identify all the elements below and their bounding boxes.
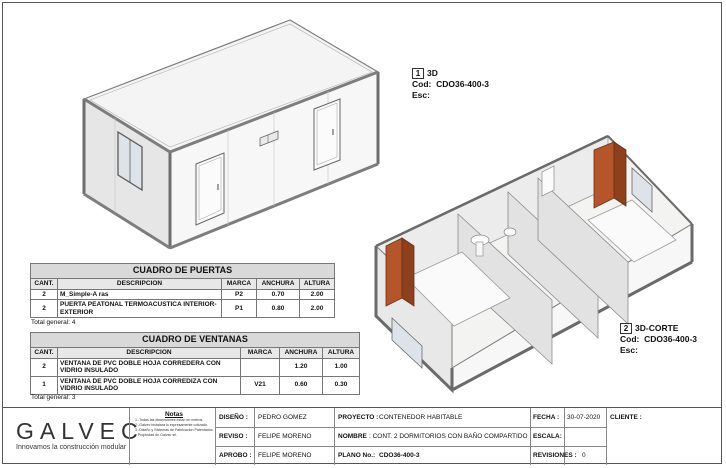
revisiones-value: 0 <box>582 452 586 459</box>
logo-text: GALVEC <box>16 418 144 444</box>
plano-value: CDO36-400-3 <box>379 452 420 459</box>
view-title: 3D <box>427 68 438 78</box>
table-row <box>31 300 335 318</box>
doors-schedule-title: CUADRO DE PUERTAS <box>31 264 335 279</box>
cliente-label: CLIENTE : <box>610 414 642 421</box>
cell-altura: 2.00 <box>300 300 335 318</box>
windows-schedule-title: CUADRO DE VENTANAS <box>31 333 360 348</box>
divider <box>530 408 531 465</box>
cell-cant: 2 <box>31 300 58 318</box>
logo-tagline: Innovamos la construcción modular <box>16 444 127 451</box>
cell-cant: 1 <box>31 376 58 394</box>
col-anchura: ANCHURA <box>257 279 300 290</box>
nombre-value: : CONT. 2 DORMITORIOS CON BAÑO COMPARTIDO <box>369 433 528 440</box>
view-title: 3D-CORTE <box>635 323 679 333</box>
cell-anchura: 1.20 <box>280 358 323 376</box>
view-number: 2 <box>620 323 632 334</box>
plano-label: PLANO No.: <box>338 452 376 459</box>
divider <box>215 408 216 465</box>
cod-label: Cod: <box>412 79 432 89</box>
title-block <box>2 407 722 465</box>
cell-descripcion: PUERTA PEATONAL TERMOACUSTICA INTERIOR-EXTERIOR <box>58 300 222 318</box>
cell-marca <box>241 358 280 376</box>
note-item: 2.-Galvec instalara lo expresamente cotizado. <box>135 423 208 427</box>
table-row <box>31 289 335 300</box>
aprobo-value: FELIPE MORENO <box>258 452 312 459</box>
cell-marca: P1 <box>222 300 257 318</box>
reviso-value: FELIPE MORENO <box>258 433 312 440</box>
cell-cant: 2 <box>31 289 58 300</box>
diseno-value: PEDRO GOMEZ <box>258 414 307 421</box>
divider <box>606 408 607 465</box>
escala-label: ESCALA: <box>533 433 562 440</box>
cell-descripcion: M_Simple-A ras <box>58 289 222 300</box>
view-label-3d-corte <box>620 323 697 356</box>
col-altura: ALTURA <box>323 348 360 359</box>
col-descripcion: DESCRIPCION <box>58 279 222 290</box>
doors-total: Total general: 4 <box>31 319 76 326</box>
container-3d-view <box>78 14 398 254</box>
fecha-label: FECHA : <box>533 414 560 421</box>
windows-total: Total general: 3 <box>31 394 76 401</box>
cell-anchura: 0.60 <box>280 376 323 394</box>
cod-value: CDO36-400-3 <box>644 334 698 344</box>
col-anchura: ANCHURA <box>280 348 323 359</box>
esc-label: Esc: <box>620 345 638 355</box>
doors-schedule <box>30 263 335 318</box>
container-cut-3d-view <box>362 128 702 398</box>
cell-anchura: 0.70 <box>257 289 300 300</box>
cell-descripcion: VENTANA DE PVC DOBLE HOJA CORREDERA CON VIDRIO INSULADO <box>58 358 241 376</box>
note-item: 3.-Diseño y Sistemas de Fabricacion Patentados y Propiedad de Galvec srl. <box>135 428 213 437</box>
divider <box>215 446 606 447</box>
col-marca: MARCA <box>241 348 280 359</box>
cell-altura: 2.00 <box>300 289 335 300</box>
table-row <box>31 358 360 376</box>
cod-value: CDO36-400-3 <box>436 79 490 89</box>
note-item: 1.-Todas las dimensiones estan en metros. <box>135 418 204 422</box>
nombre-label: NOMBRE <box>338 433 367 440</box>
cell-descripcion: VENTANA DE PVC DOBLE HOJA CORREDIZA CON VIDRIO INSULADO <box>58 376 241 394</box>
cod-label: Cod: <box>620 334 640 344</box>
esc-label: Esc: <box>412 90 430 100</box>
windows-schedule <box>30 332 360 395</box>
revisiones-label: REVISIONES : <box>533 452 577 459</box>
view-label-3d <box>412 68 489 101</box>
cell-anchura: 0.80 <box>257 300 300 318</box>
col-cant: CANT. <box>31 348 58 359</box>
diseno-label: DISEÑO : <box>219 414 248 421</box>
cell-marca: V21 <box>241 376 280 394</box>
cell-marca: P2 <box>222 289 257 300</box>
cell-cant: 2 <box>31 358 58 376</box>
reviso-label: REVISO : <box>219 433 248 440</box>
aprobo-label: APROBO : <box>219 452 252 459</box>
notes <box>135 411 213 438</box>
fecha-value: 30-07-2020 <box>567 414 601 421</box>
proyecto-value: CONTENEDOR HABITABLE <box>379 414 463 421</box>
divider <box>254 408 255 465</box>
cell-altura: 1.00 <box>323 358 360 376</box>
col-marca: MARCA <box>222 279 257 290</box>
proyecto-label: PROYECTO : <box>338 414 379 421</box>
table-row <box>31 376 360 394</box>
divider <box>129 408 130 465</box>
cell-altura: 0.30 <box>323 376 360 394</box>
view-number: 1 <box>412 68 424 79</box>
divider <box>215 427 606 428</box>
col-cant: CANT. <box>31 279 58 290</box>
company-logo <box>16 419 144 451</box>
notes-title: Notas <box>164 411 184 418</box>
divider <box>334 408 335 465</box>
col-altura: ALTURA <box>300 279 335 290</box>
col-descripcion: DESCRIPCION <box>58 348 241 359</box>
